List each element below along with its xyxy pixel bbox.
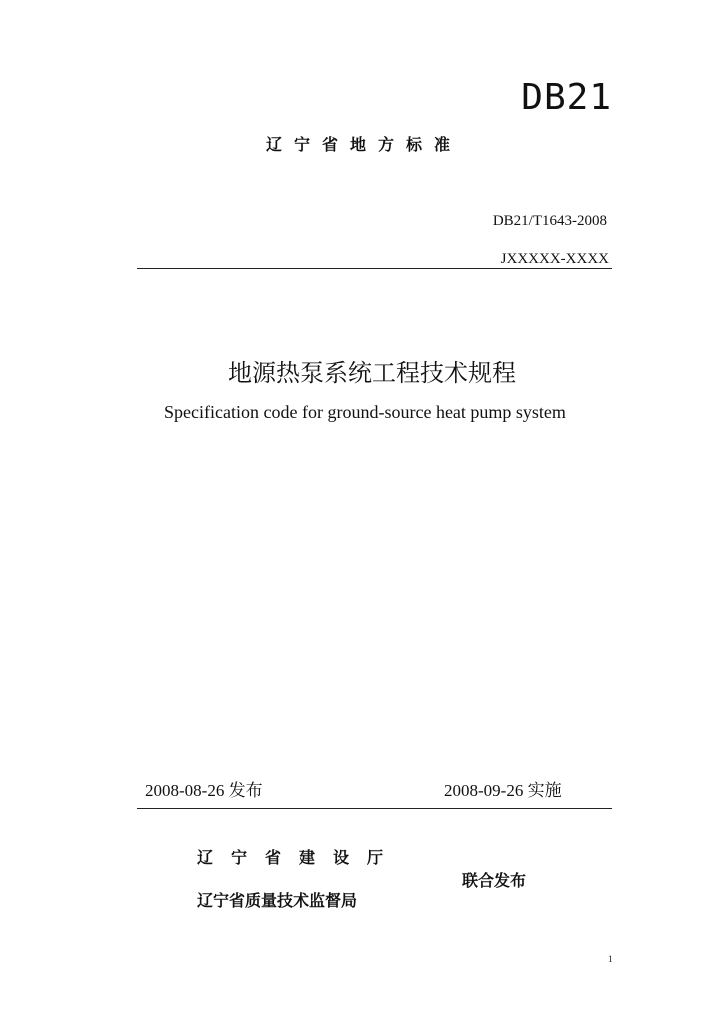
page-number: 1 xyxy=(608,954,613,964)
implement-date: 2008-09-26 实施 xyxy=(444,781,562,800)
standard-number: DB21/T1643-2008 xyxy=(492,213,607,229)
issue-date: 2008-08-26 发布 xyxy=(145,781,263,800)
bottom-divider xyxy=(137,808,612,809)
issuer-quality-bureau: 辽宁省质量技术监督局 xyxy=(197,891,358,910)
joint-issue-label: 联合发布 xyxy=(462,871,527,890)
top-divider xyxy=(137,268,612,269)
db-code: DB21 xyxy=(521,77,612,118)
standard-type: 辽宁省地方标准 xyxy=(266,135,463,154)
title-chinese: 地源热泵系统工程技术规程 xyxy=(228,359,516,387)
replace-number: JXXXXX-XXXX xyxy=(500,251,609,267)
issuer-construction-dept: 辽宁省建设厅 xyxy=(197,848,402,867)
title-english: Specification code for ground-source heat pump system xyxy=(164,402,566,422)
